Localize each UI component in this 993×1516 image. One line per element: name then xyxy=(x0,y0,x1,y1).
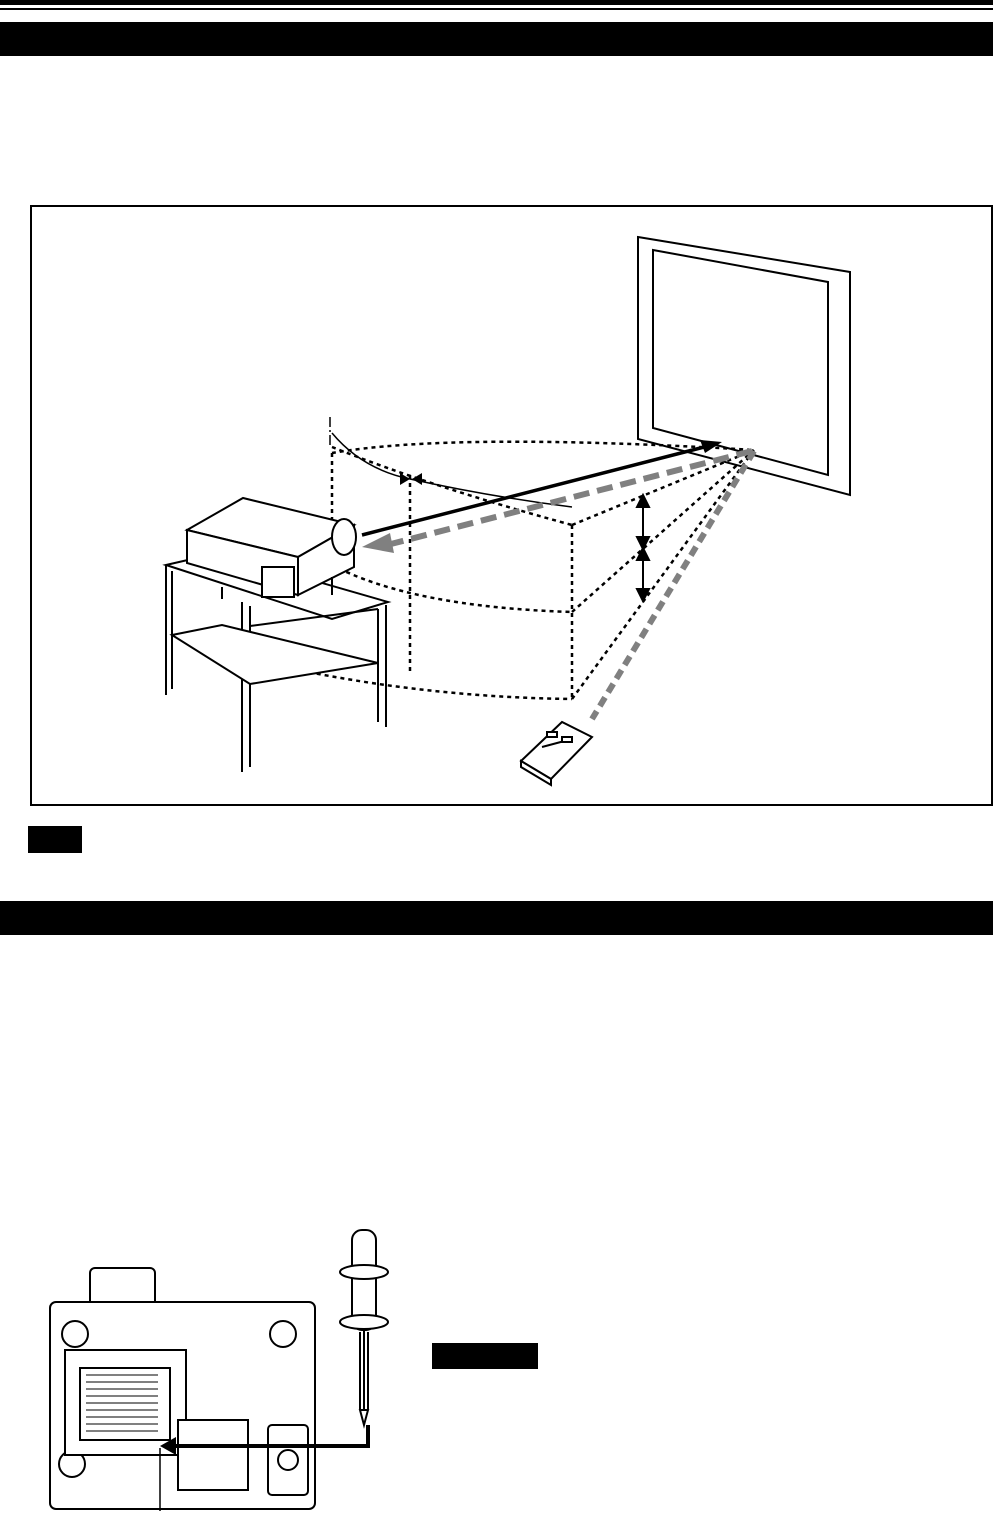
section-heading-bar-1 xyxy=(0,22,993,56)
warning-tag xyxy=(432,1343,538,1369)
remote-signal-arrowhead xyxy=(362,533,394,553)
remote-signal-from-remote xyxy=(592,451,754,719)
remote-signal-beam xyxy=(387,451,752,545)
note-tag xyxy=(28,826,82,853)
angle-arc xyxy=(332,433,572,507)
remote-range-illustration xyxy=(32,207,991,804)
top-rule xyxy=(0,0,993,5)
projection-beam xyxy=(362,445,712,535)
screwdriver-icon xyxy=(340,1230,388,1425)
remote-range-figure xyxy=(30,205,993,806)
top-rule-thin xyxy=(0,8,993,10)
section-heading-bar-2 xyxy=(0,901,993,935)
vertical-range-arrows xyxy=(637,495,649,601)
remote-control-icon xyxy=(521,722,592,785)
arc-arrow-left xyxy=(412,473,422,485)
projector-icon xyxy=(187,498,356,599)
